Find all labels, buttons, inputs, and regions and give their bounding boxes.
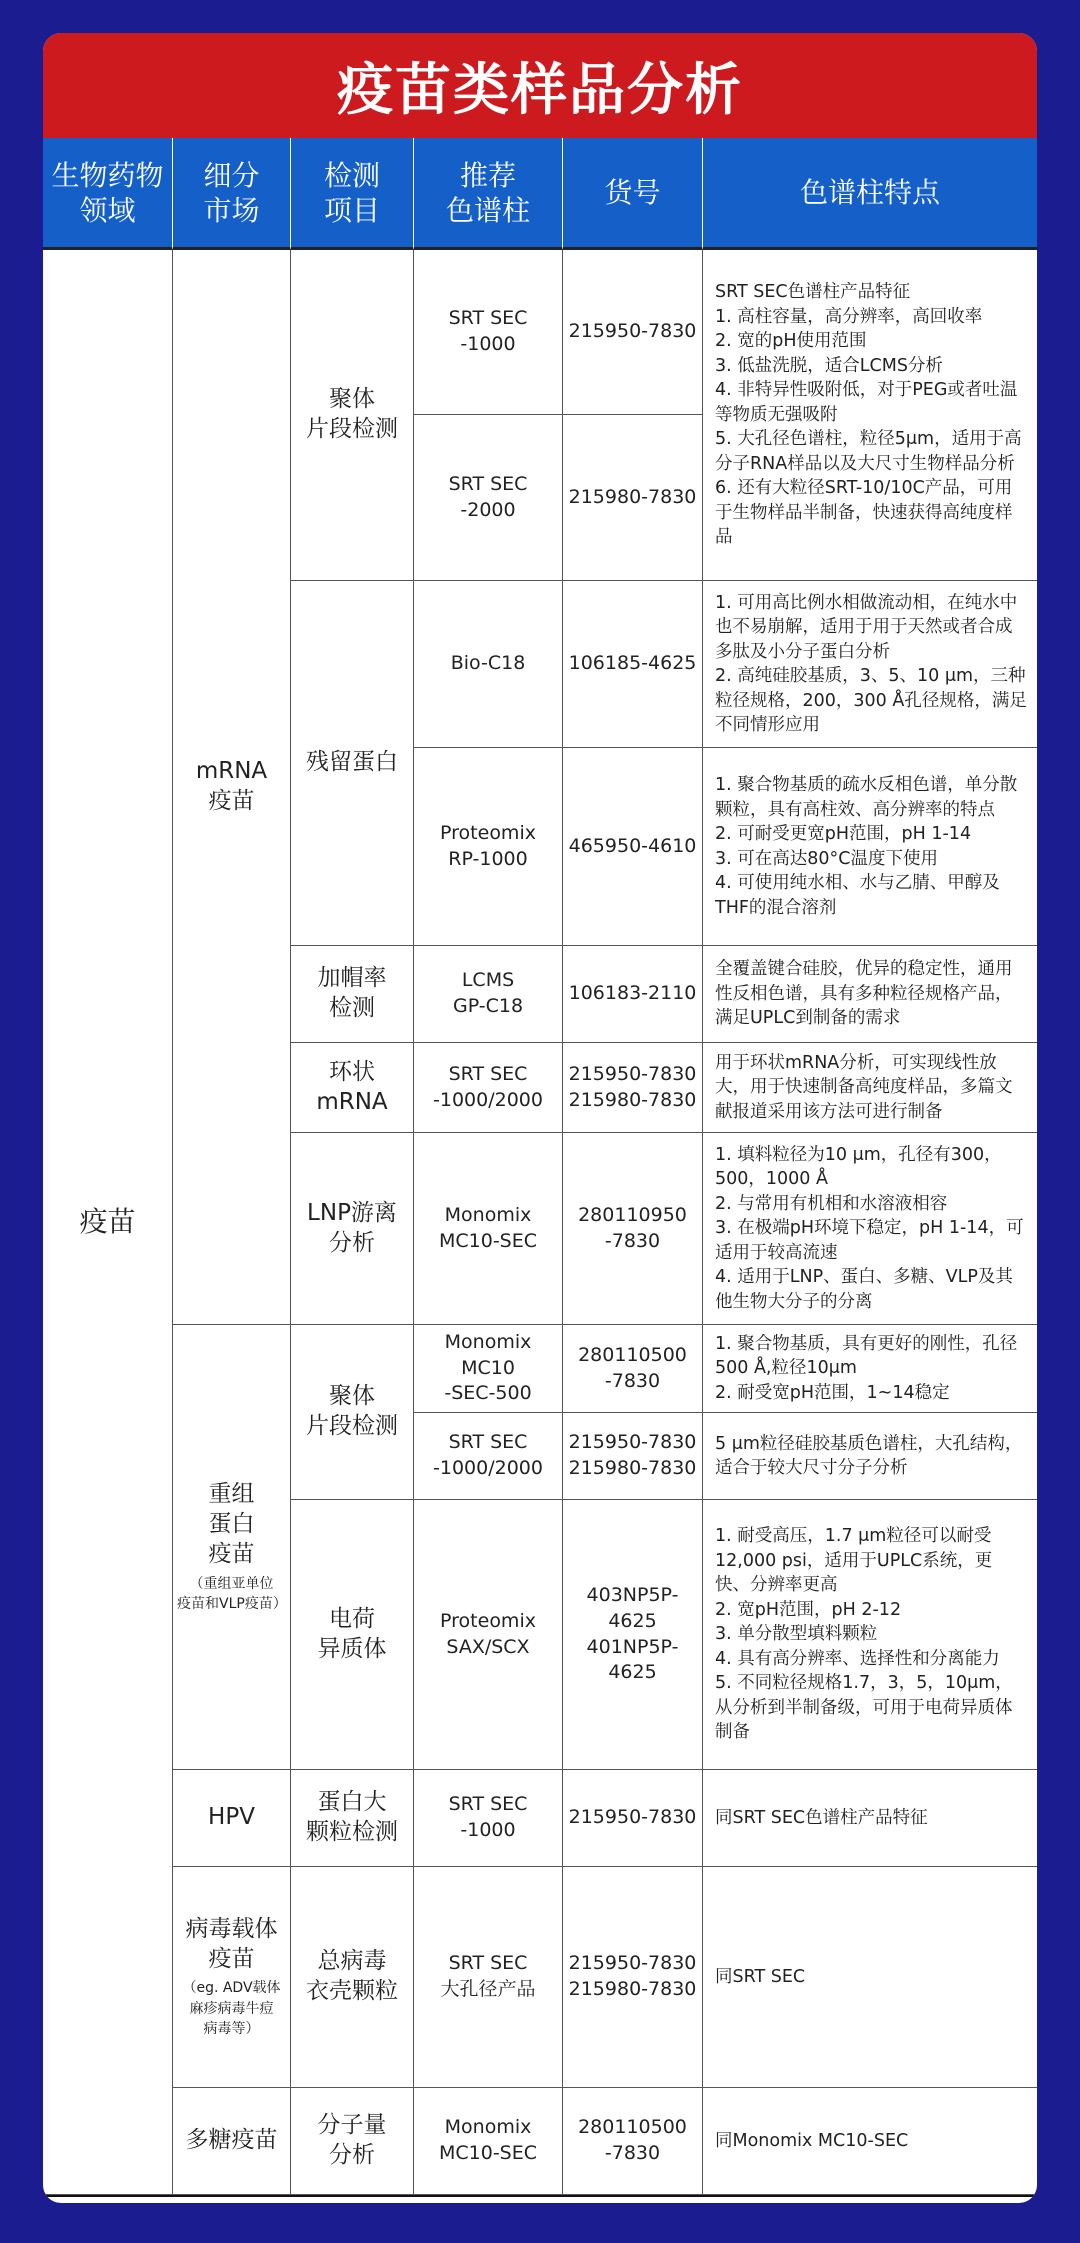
features-text: 同Monomix MC10-SEC [715, 2130, 909, 2151]
market-mrna: mRNA 疫苗 [173, 250, 291, 1325]
test-protein-particle: 蛋白大 颗粒检测 [291, 1770, 414, 1867]
part-number: 465950-4610 [563, 748, 703, 946]
features-text: SRT SEC色谱柱产品特征 1. 高柱容量，高分辨率，高回收率 2. 宽的pH使用范围 3. 低盐洗脱，适合LCMS分析 4. 非特异性吸附低，对于PEG或者吐温等物质无强吸附 5. 大孔径色谱柱，粒径5μm，适用于高分子RNA样品以及大尺寸生物样品分析 6. 还有大粒径SRT-10/10C产品，可用于生物样品半制备，快速获得高纯度样品 [715, 282, 1022, 548]
header-test: 检测 项目 [291, 138, 414, 250]
column-name: Proteomix RP-1000 [414, 748, 563, 946]
vaccine-table [43, 138, 1037, 2195]
test-charge-variants: 电荷 异质体 [291, 1500, 414, 1770]
features [703, 1413, 1037, 1500]
features [703, 1500, 1037, 1770]
features-text: 1. 聚合物基质的疏水反相色谱，单分散颗粒，具有高柱效、高分辨率的特点 2. 可耐受更宽pH范围，pH 1-14 3. 可在高达80°C温度下使用 4. 可使用纯水相、水与乙腈、甲醇及THF的混合溶剂 [715, 775, 1018, 918]
market-polysaccharide: 多糖疫苗 [173, 2088, 291, 2195]
part-number: 280110500 -7830 [563, 2088, 703, 2195]
part-number: 215950-7830 215980-7830 [563, 1413, 703, 1500]
column-name: SRT SEC -1000/2000 [414, 1413, 563, 1500]
features [703, 1043, 1037, 1133]
column-name: Monomix MC10-SEC [414, 1133, 563, 1325]
test-lnp: LNP游离 分析 [291, 1133, 414, 1325]
test-residual-protein: 残留蛋白 [291, 581, 414, 946]
market-viral-vector [173, 1867, 291, 2088]
column-name: SRT SEC 大孔径产品 [414, 1867, 563, 2088]
market-viral-label: 病毒载体 疫苗 [185, 1915, 278, 1972]
features [703, 581, 1037, 748]
market-recombinant-label: 重组 蛋白 疫苗 [208, 1480, 255, 1567]
column-name: SRT SEC -1000/2000 [414, 1043, 563, 1133]
part-number: 403NP5P-4625 401NP5P-4625 [563, 1500, 703, 1770]
column-name: SRT SEC -2000 [414, 415, 563, 581]
test-aggregate-recombinant: 聚体 片段检测 [291, 1325, 414, 1500]
part-number: 215980-7830 [563, 415, 703, 581]
features-text: 5 μm粒径硅胶基质色谱柱，大孔结构，适合于较大尺寸分子分析 [715, 1433, 1023, 1478]
test-aggregate-mrna: 聚体 片段检测 [291, 250, 414, 581]
header-column: 推荐 色谱柱 [414, 138, 563, 250]
features [703, 946, 1037, 1043]
part-number: 280110950 -7830 [563, 1133, 703, 1325]
features-text: 1. 聚合物基质，具有更好的刚性，孔径500 Å,粒径10μm 2. 耐受宽pH范围，1~14稳定 [715, 1333, 1018, 1403]
features-text: 同SRT SEC [715, 1966, 806, 1987]
features-text: 1. 填料粒径为10 μm，孔径有300，500，1000 Å 2. 与常用有机相和水溶液相容 3. 在极端pH环境下稳定，pH 1-14，可适用于较高流速 4. 适用于LNP、蛋白、多糖、VLP及其他生物大分子的分离 [715, 1144, 1024, 1312]
part-number: 215950-7830 215980-7830 [563, 1867, 703, 2088]
column-name: SRT SEC -1000 [414, 1770, 563, 1867]
vaccine-analysis-card [43, 33, 1037, 2203]
srt-sec-features [703, 250, 1037, 581]
test-circular-mrna: 环状 mRNA [291, 1043, 414, 1133]
features-text: 全覆盖键合硅胶，优异的稳定性，通用性反相色谱，具有多种粒径规格产品，满足UPLC到制备的需求 [715, 959, 1013, 1029]
table-bottom-border [43, 2195, 1037, 2197]
domain-vaccine: 疫苗 [43, 250, 173, 2195]
column-name: Monomix MC10 -SEC-500 [414, 1325, 563, 1413]
features-text: 1. 可用高比例水相做流动相，在纯水中也不易崩解，适用于用于天然或者合成多肽及小分子蛋白分析 2. 高纯硅胶基质，3、5、10 μm，三种粒径规格，200，300 Å孔径规格，满足不同情形应用 [715, 592, 1027, 735]
part-number: 106185-4625 [563, 581, 703, 748]
features-text: 1. 耐受高压，1.7 μm粒径可以耐受12,000 psi，适用于UPLC系统，更快、分辨率更高 2. 宽pH范围，pH 2-12 3. 单分散型填料颗粒 4. 具有高分辨率、选择性和分离能力 5. 不同粒径规格1.7，3，5，10μm，从分析到半制备级，可用于电荷异质体制备 [715, 1526, 1013, 1743]
part-number: 106183-2110 [563, 946, 703, 1043]
column-name: Bio-C18 [414, 581, 563, 748]
header-market: 细分 市场 [173, 138, 291, 250]
features [703, 1133, 1037, 1325]
features [703, 1325, 1037, 1413]
part-number: 215950-7830 [563, 250, 703, 415]
features [703, 748, 1037, 946]
header-part-number: 货号 [563, 138, 703, 250]
features [703, 1770, 1037, 1867]
market-recombinant-note: （重组亚单位 疫苗和VLP疫苗） [177, 1575, 287, 1612]
features [703, 1867, 1037, 2088]
column-name: Monomix MC10-SEC [414, 2088, 563, 2195]
part-number: 215950-7830 215980-7830 [563, 1043, 703, 1133]
features [703, 2088, 1037, 2195]
part-number: 280110500 -7830 [563, 1325, 703, 1413]
test-molecular-weight: 分子量 分析 [291, 2088, 414, 2195]
column-name: SRT SEC -1000 [414, 250, 563, 415]
market-recombinant [173, 1325, 291, 1770]
features-text: 用于环状mRNA分析，可实现线性放大，用于快速制备高纯度样品，多篇文献报道采用该方法可进行制备 [715, 1052, 1013, 1122]
page-title: 疫苗类样品分析 [43, 33, 1037, 138]
header-domain: 生物药物 领域 [43, 138, 173, 250]
column-name: Proteomix SAX/SCX [414, 1500, 563, 1770]
column-name: LCMS GP-C18 [414, 946, 563, 1043]
header-features: 色谱柱特点 [703, 138, 1037, 250]
part-number: 215950-7830 [563, 1770, 703, 1867]
test-capping: 加帽率 检测 [291, 946, 414, 1043]
test-capsid: 总病毒 衣壳颗粒 [291, 1867, 414, 2088]
features-text: 同SRT SEC色谱柱产品特征 [715, 1807, 928, 1828]
market-hpv: HPV [173, 1770, 291, 1867]
market-viral-note: （eg. ADV载体 麻疹病毒牛痘 病毒等） [182, 1980, 281, 2038]
